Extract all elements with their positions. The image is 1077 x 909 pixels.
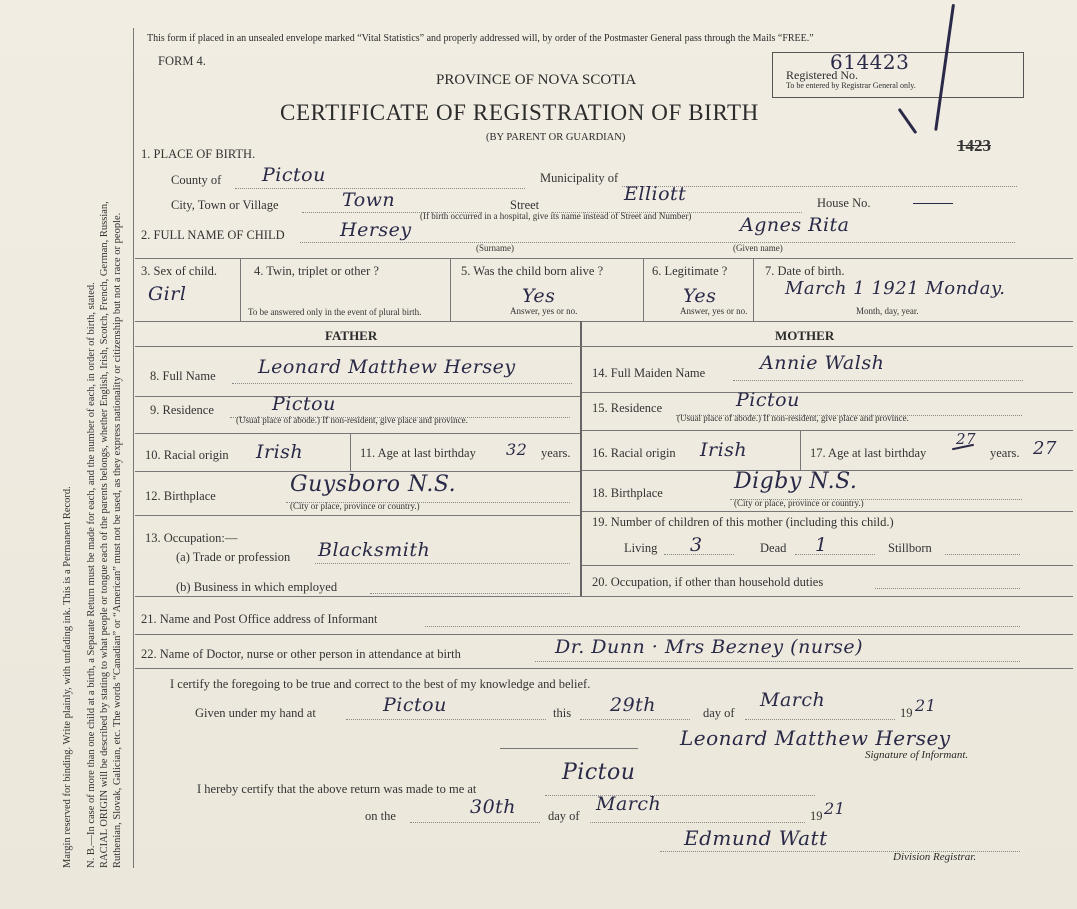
struck-number: 1423 — [957, 136, 991, 155]
mother-res-label: 15. Residence — [592, 401, 663, 415]
parents-heading-rule — [135, 346, 1073, 347]
certificate-subtitle: (BY PARENT OR GUARDIAN) — [486, 132, 626, 143]
twin-note: To be answered only in the event of plural birth. — [248, 307, 422, 317]
registrar-day-line — [410, 822, 540, 823]
child-name-line — [300, 242, 1015, 243]
father-name-line — [232, 383, 572, 384]
sex-value: Girl — [148, 283, 187, 305]
city-label: City, Town or Village — [171, 198, 279, 212]
row-rule-bottom — [135, 321, 1073, 322]
county-label: County of — [171, 173, 222, 187]
father-age-label: 11. Age at last birthday — [360, 446, 476, 460]
mother-occ-line — [875, 588, 1020, 589]
city-value: Town — [342, 189, 396, 211]
dead-line — [795, 554, 875, 555]
mother-bp-label: 18. Birthplace — [592, 486, 663, 500]
dead-label: Dead — [760, 541, 787, 555]
registrar-year: 21 — [824, 799, 846, 818]
col-rule-2 — [450, 258, 451, 321]
father-res-note: (Usual place of abode.) If non-resident, give place and province. — [236, 415, 468, 425]
certify-line: I certify the foregoing to be true and correct to the best of my knowledge and belief. — [170, 677, 591, 691]
mother-rule-1 — [582, 392, 1073, 393]
father-res: Pictou — [272, 393, 336, 415]
mother-children-label: 19. Number of children of this mother (including this child.) — [592, 515, 894, 529]
doctor-rule — [135, 668, 1073, 669]
father-trade: Blacksmith — [318, 539, 431, 561]
legit-note: Answer, yes or no. — [680, 306, 748, 316]
mother-rule-4 — [582, 511, 1073, 512]
on-the-label: on the — [365, 809, 396, 823]
father-rule-2 — [135, 433, 580, 434]
doctor-label: 22. Name of Doctor, nurse or other person in attendance at birth — [141, 647, 461, 661]
date-label: 7. Date of birth. — [765, 264, 845, 278]
signature-informant-label: Signature of Informant. — [865, 749, 969, 761]
street-label: Street — [510, 198, 540, 212]
mother-age-label: 17. Age at last birthday — [810, 446, 927, 460]
this-line — [580, 719, 690, 720]
margin-rule — [133, 28, 134, 868]
child-name-label: 2. FULL NAME OF CHILD — [141, 228, 285, 242]
father-bp-note: (City or place, province or country.) — [290, 501, 420, 511]
row-rule-top — [135, 258, 1073, 259]
informant-signature: Leonard Matthew Hersey — [680, 726, 951, 750]
father-age-years: years. — [541, 446, 571, 460]
certify-month: March — [760, 689, 826, 711]
alive-note: Answer, yes or no. — [510, 306, 578, 316]
father-heading: FATHER — [325, 328, 378, 343]
left-signature-line — [500, 748, 638, 749]
father-trade-line — [315, 563, 570, 564]
stillborn-line — [945, 554, 1020, 555]
father-biz-label: (b) Business in which employed — [176, 580, 338, 594]
this-day: 29th — [610, 694, 657, 716]
registrar-line: I hereby certify that the above return was made to me at — [197, 782, 477, 796]
child-given-name: Agnes Rita — [740, 214, 850, 236]
registrar-month: March — [596, 793, 662, 815]
parents-divider — [580, 321, 582, 596]
informant-line — [425, 626, 1020, 627]
registrar-day-of: day of — [548, 809, 580, 823]
mother-heading: MOTHER — [775, 328, 835, 343]
given-note: (Given name) — [733, 243, 783, 253]
col-rule-1 — [240, 258, 241, 321]
father-age-divider — [350, 433, 351, 471]
registrar-month-line — [590, 822, 805, 823]
mother-bp: Digby N.S. — [734, 469, 858, 494]
mother-bp-note: (City or place, province or country.) — [734, 498, 864, 508]
surname-note: (Surname) — [476, 243, 514, 253]
check-mark-stroke-2 — [898, 108, 918, 134]
mother-name: Annie Walsh — [760, 352, 885, 374]
given-place: Pictou — [383, 694, 447, 716]
mother-age-upper: 27 — [956, 430, 977, 448]
place-label: 1. PLACE OF BIRTH. — [141, 147, 256, 161]
child-surname: Hersey — [340, 219, 412, 241]
certificate-title: CERTIFICATE OF REGISTRATION OF BIRTH — [280, 100, 759, 125]
given-line — [346, 719, 546, 720]
father-res-label: 9. Residence — [150, 403, 214, 417]
certify-year-prefix: 19 — [900, 706, 913, 720]
mother-rule-5 — [582, 565, 1073, 566]
mail-notice: This form if placed in an unsealed envelope marked “Vital Statistics” and properly addressed will, by order of the Postmaster General pass through the Mails “FREE.” — [147, 33, 814, 44]
doctor-value: Dr. Dunn · Mrs Bezney (nurse) — [555, 636, 864, 658]
informant-label: 21. Name and Post Office address of Informant — [141, 612, 378, 626]
registered-label: Registered No. — [786, 68, 858, 82]
mother-age-divider — [800, 430, 801, 470]
twin-label: 4. Twin, triplet or other ? — [254, 264, 379, 278]
month-line — [745, 719, 895, 720]
house-label: House No. — [817, 196, 871, 210]
father-rule-1 — [135, 396, 580, 397]
col-rule-3 — [643, 258, 644, 321]
dead-value: 1 — [815, 534, 828, 556]
father-name-label: 8. Full Name — [150, 369, 216, 383]
registrar-place-line — [545, 795, 815, 796]
father-bp: Guysboro N.S. — [290, 472, 457, 497]
county-value: Pictou — [262, 164, 326, 186]
hospital-note: (If birth occurred in a hospital, give its name instead of Street and Number) — [420, 211, 692, 221]
living-label: Living — [624, 541, 658, 555]
living-value: 3 — [690, 534, 703, 556]
date-value: March 1 1921 Monday. — [785, 278, 1006, 299]
nb-note: N. B.—In case of more than one child at a birth, a Separate Return must be made for each, and the number of each, in order of birth, stated. — [86, 282, 97, 868]
alive-value: Yes — [522, 285, 556, 307]
mother-race: Irish — [700, 439, 748, 461]
father-race-label: 10. Racial origin — [145, 448, 229, 462]
house-dash — [913, 203, 953, 204]
registered-number: 614423 — [830, 50, 910, 74]
father-name: Leonard Matthew Hersey — [258, 356, 516, 378]
given-label: Given under my hand at — [195, 706, 316, 720]
col-rule-4 — [753, 258, 754, 321]
mother-occ-label: 20. Occupation, if other than household duties — [592, 575, 824, 589]
racial-note-1: RACIAL ORIGIN will be described by stating to what people or tongue each of the parents belongs, whether English, Irish, Scotch, French, German, Russian, — [99, 201, 110, 868]
municipality-label: Municipality of — [540, 171, 619, 185]
father-race: Irish — [256, 441, 304, 463]
certify-year: 21 — [915, 696, 937, 715]
province-heading: PROVINCE OF NOVA SCOTIA — [436, 72, 637, 88]
father-age: 32 — [506, 440, 528, 459]
mother-name-line — [733, 380, 1023, 381]
mother-race-label: 16. Racial origin — [592, 446, 676, 460]
legit-label: 6. Legitimate ? — [652, 264, 728, 278]
mother-res-note: (Usual place of abode.) If non-resident, give place and province. — [677, 413, 909, 423]
mother-res: Pictou — [736, 389, 800, 411]
legit-value: Yes — [683, 285, 717, 307]
margin-note: Margin reserved for binding. Write plainly, with unfading ink. This is a Permanent Record. — [62, 486, 73, 868]
registered-note: To be entered by Registrar General only. — [786, 81, 916, 90]
mother-age: 27 — [1033, 438, 1057, 459]
father-biz-line — [370, 593, 570, 594]
sex-label: 3. Sex of child. — [141, 264, 218, 278]
mother-rule-2 — [582, 430, 1073, 431]
informant-rule — [135, 634, 1073, 635]
division-registrar-label: Division Registrar. — [893, 851, 977, 863]
registrar-day: 30th — [470, 796, 517, 818]
registrar-signature: Edmund Watt — [684, 826, 828, 850]
father-trade-label: (a) Trade or profession — [176, 550, 291, 564]
form-number: FORM 4. — [158, 54, 206, 68]
parents-bottom-rule — [135, 596, 1073, 597]
stillborn-label: Stillborn — [888, 541, 932, 555]
date-note: Month, day, year. — [856, 306, 919, 316]
father-rule-4 — [135, 515, 580, 516]
day-of-label: day of — [703, 706, 735, 720]
racial-note-2: Ruthenian, Slovak, Galician, etc. The words “Canadian” or “American” must not be used, as they express nationality or citizenship but not a race or people. — [112, 212, 123, 868]
registrar-place: Pictou — [562, 760, 636, 785]
registrar-year-prefix: 19 — [810, 809, 823, 823]
street-value: Elliott — [624, 183, 687, 205]
mother-age-years: years. — [990, 446, 1020, 460]
alive-label: 5. Was the child born alive ? — [461, 264, 604, 278]
father-bp-label: 12. Birthplace — [145, 489, 216, 503]
mother-name-label: 14. Full Maiden Name — [592, 366, 706, 380]
this-label: this — [553, 706, 572, 720]
doctor-line — [535, 661, 1020, 662]
father-occ-label: 13. Occupation:— — [145, 531, 238, 545]
